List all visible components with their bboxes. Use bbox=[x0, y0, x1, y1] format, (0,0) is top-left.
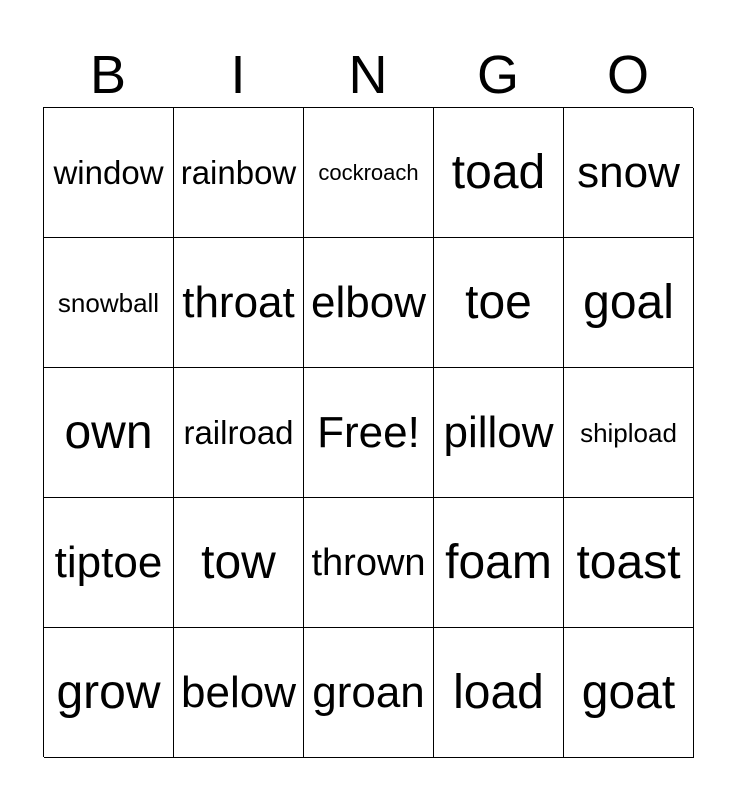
bingo-header bbox=[43, 44, 693, 106]
bingo-cell[interactable]: goat bbox=[564, 628, 694, 758]
bingo-cell[interactable]: thrown bbox=[304, 498, 434, 628]
bingo-cell[interactable]: shipload bbox=[564, 368, 694, 498]
bingo-cell[interactable]: tiptoe bbox=[44, 498, 174, 628]
bingo-board bbox=[43, 107, 693, 757]
bingo-cell[interactable]: grow bbox=[44, 628, 174, 758]
bingo-cell[interactable]: toast bbox=[564, 498, 694, 628]
header-letter-g: G bbox=[476, 45, 519, 105]
bingo-cell[interactable]: below bbox=[174, 628, 304, 758]
header-letter-b: B bbox=[89, 45, 127, 105]
bingo-cell[interactable]: window bbox=[44, 108, 174, 238]
bingo-cell[interactable]: load bbox=[434, 628, 564, 758]
bingo-cell[interactable]: groan bbox=[304, 628, 434, 758]
header-letter-i: I bbox=[230, 45, 246, 105]
bingo-cell[interactable]: railroad bbox=[174, 368, 304, 498]
bingo-cell[interactable]: foam bbox=[434, 498, 564, 628]
bingo-cell[interactable]: throat bbox=[174, 238, 304, 368]
header-letter-o: O bbox=[606, 45, 649, 105]
bingo-cell[interactable]: snow bbox=[564, 108, 694, 238]
free-space-cell[interactable]: Free! bbox=[304, 368, 434, 498]
bingo-cell[interactable]: own bbox=[44, 368, 174, 498]
bingo-cell[interactable]: tow bbox=[174, 498, 304, 628]
bingo-cell[interactable]: pillow bbox=[434, 368, 564, 498]
bingo-cell[interactable]: snowball bbox=[44, 238, 174, 368]
header-letter-n: N bbox=[348, 45, 388, 105]
bingo-cell[interactable]: toad bbox=[434, 108, 564, 238]
bingo-cell[interactable]: toe bbox=[434, 238, 564, 368]
bingo-cell[interactable]: elbow bbox=[304, 238, 434, 368]
bingo-cell[interactable]: goal bbox=[564, 238, 694, 368]
bingo-cell[interactable]: rainbow bbox=[174, 108, 304, 238]
bingo-cell[interactable]: cockroach bbox=[304, 108, 434, 238]
